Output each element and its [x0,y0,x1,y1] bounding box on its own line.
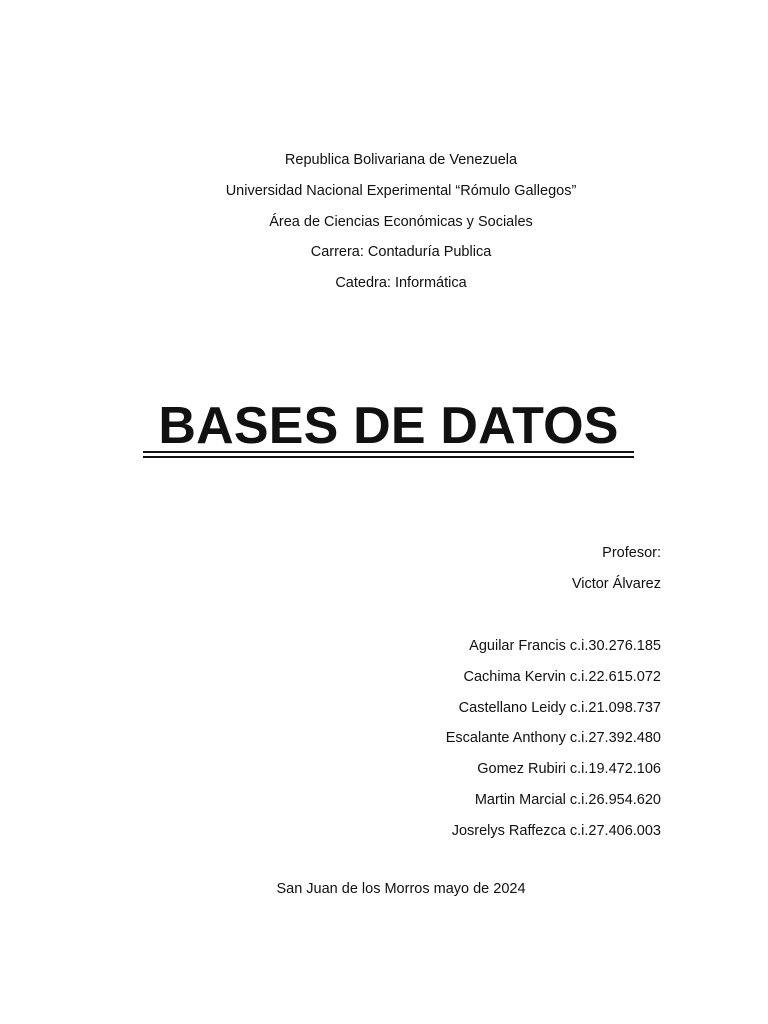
document-title-wrap [143,396,634,456]
student-item: Aguilar Francis c.i.30.276.185 [469,638,661,654]
header-line-career: Carrera: Contaduría Publica [310,244,492,261]
title-underline-top [143,451,634,453]
document-title: BASES DE DATOS [158,397,619,455]
student-item: Escalante Anthony c.i.27.392.480 [445,730,661,747]
title-underline-bottom [143,456,634,458]
header-line-area: Área de Ciencias Económicas y Sociales [269,213,533,230]
student-item: Gomez Rubiri c.i.19.472.106 [477,761,661,778]
student-item: Josrelys Raffezca c.i.27.406.003 [451,822,661,839]
student-item: Martin Marcial c.i.26.954.620 [474,791,661,808]
institution-header [0,145,768,299]
students-list [446,631,661,847]
professor-name: Victor Álvarez [571,575,661,592]
place-date-footer: San Juan de los Morros mayo de 2024 [276,881,526,897]
header-line-subject: Catedra: Informática [335,275,467,292]
professor-label: Profesor: [602,545,661,561]
professor-block [572,538,661,600]
student-item: Castellano Leidy c.i.21.098.737 [458,699,661,716]
header-line-country: Republica Bolivariana de Venezuela [284,152,518,168]
student-item: Cachima Kervin c.i.22.615.072 [463,668,661,685]
header-line-university: Universidad Nacional Experimental “Rómulo Gallegos” [225,182,577,199]
